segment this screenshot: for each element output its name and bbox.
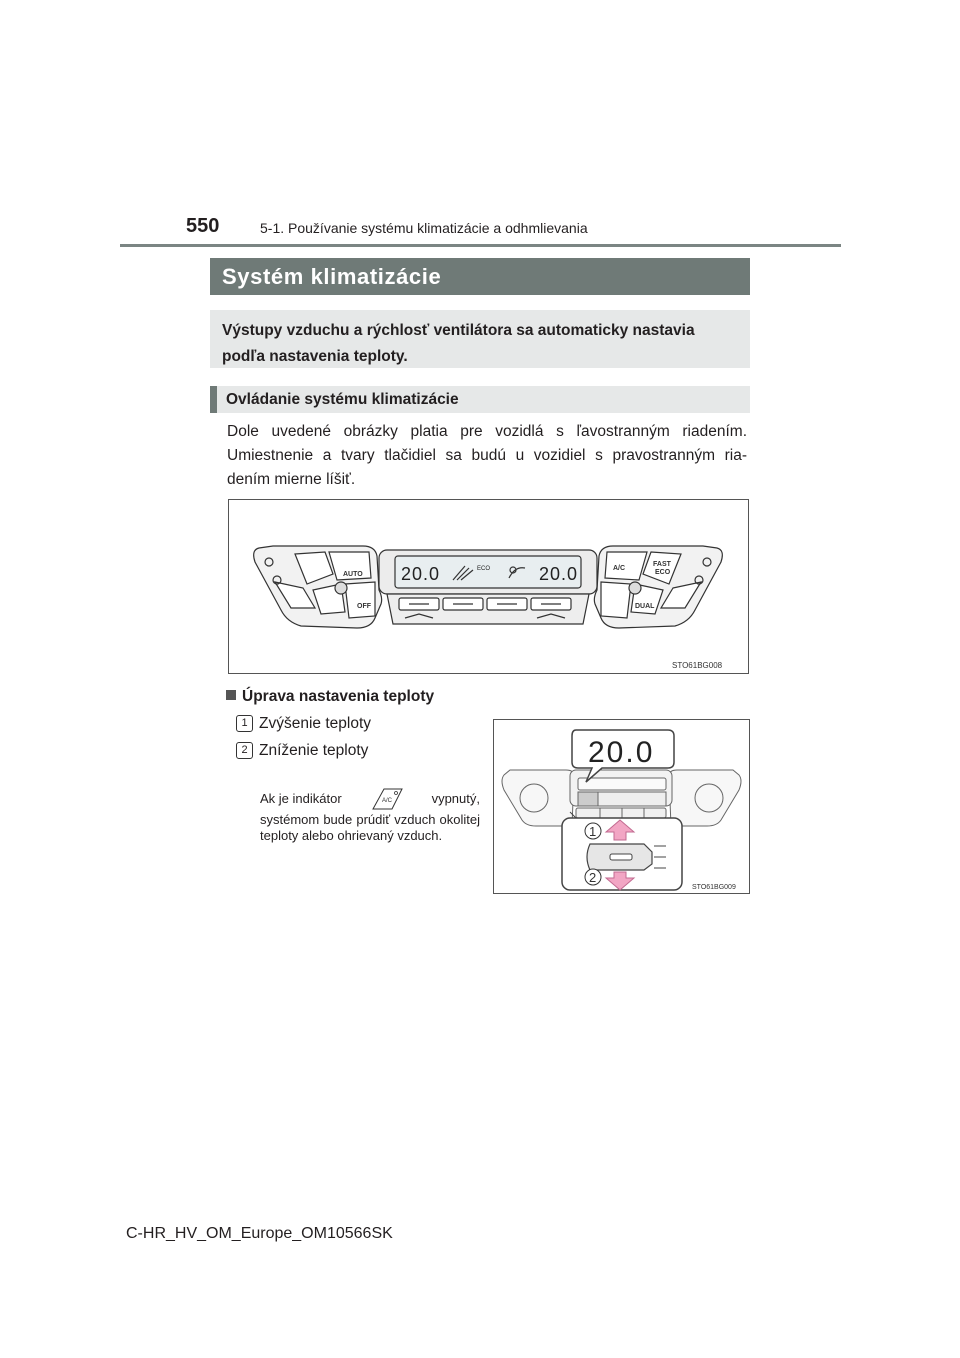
note-text: systémom bude prúdiť vzduch okolitej teploty alebo ohrievaný vzduch. bbox=[260, 812, 480, 843]
ac-indicator-label: A/C bbox=[381, 798, 392, 804]
step-marker-1: 1 bbox=[236, 715, 253, 732]
body-line: dením mierne líšiť. bbox=[227, 471, 356, 488]
body-line: Dole uvedené obrázky platia pre vozidlá s ľavostranným riadením. bbox=[227, 423, 747, 440]
intro-line: podľa nastavenia teploty. bbox=[222, 348, 408, 365]
callout-display-temp: 20.0 bbox=[588, 736, 655, 769]
display-eco: ECO bbox=[477, 566, 491, 572]
header-divider bbox=[120, 244, 841, 247]
note-before: Ak je indikátor bbox=[260, 791, 342, 806]
temperature-heading-text: Úprava nastavenia teploty bbox=[242, 688, 435, 705]
body-paragraph bbox=[227, 420, 747, 492]
intro-line: Výstupy vzduchu a rýchlosť ventilátora sa automaticky nastavia bbox=[222, 322, 695, 339]
note-line bbox=[260, 787, 480, 811]
climate-panel-illustration bbox=[229, 500, 748, 673]
auto-label: AUTO bbox=[343, 571, 363, 578]
page-number: 550 bbox=[186, 215, 220, 237]
off-label: OFF bbox=[357, 603, 371, 610]
display-right-temp: 20.0 bbox=[539, 564, 579, 584]
temperature-illustration bbox=[494, 720, 749, 893]
subsection-title: Ovládanie systému klimatizácie bbox=[210, 386, 750, 413]
body-line: Umiestnenie a tvary tlačidiel sa budú u vozidiel s pravostranným ria- bbox=[227, 447, 747, 464]
step-decrease-label: Zníženie teploty bbox=[259, 742, 369, 759]
figure-marker-2: 2 bbox=[589, 870, 597, 885]
square-bullet-icon bbox=[226, 690, 236, 700]
fast-label: FAST bbox=[653, 561, 671, 568]
temperature-control-figure bbox=[493, 719, 750, 894]
step-increase-label: Zvýšenie teploty bbox=[259, 715, 371, 732]
temperature-subheading bbox=[226, 688, 434, 706]
display-left-temp: 20.0 bbox=[401, 564, 441, 584]
ac-label: A/C bbox=[613, 565, 626, 572]
breadcrumb: 5-1. Používanie systému klimatizácie a odhmlievania bbox=[260, 220, 588, 236]
climate-panel-figure bbox=[228, 499, 749, 674]
intro-box bbox=[210, 310, 750, 368]
step-marker-2: 2 bbox=[236, 742, 253, 759]
figure-marker-1: 1 bbox=[589, 824, 597, 839]
ac-indicator-icon bbox=[370, 787, 404, 811]
eco-label: ECO bbox=[655, 569, 671, 576]
footer-doc-id: C-HR_HV_OM_Europe_OM10566SK bbox=[126, 1225, 393, 1242]
dual-label: DUAL bbox=[635, 603, 655, 610]
figure-code: STO61BG008 bbox=[672, 661, 723, 670]
figure-code: STO61BG009 bbox=[692, 884, 736, 891]
note-after: vypnutý, bbox=[431, 791, 480, 806]
section-title: Systém klimatizácie bbox=[210, 258, 750, 295]
